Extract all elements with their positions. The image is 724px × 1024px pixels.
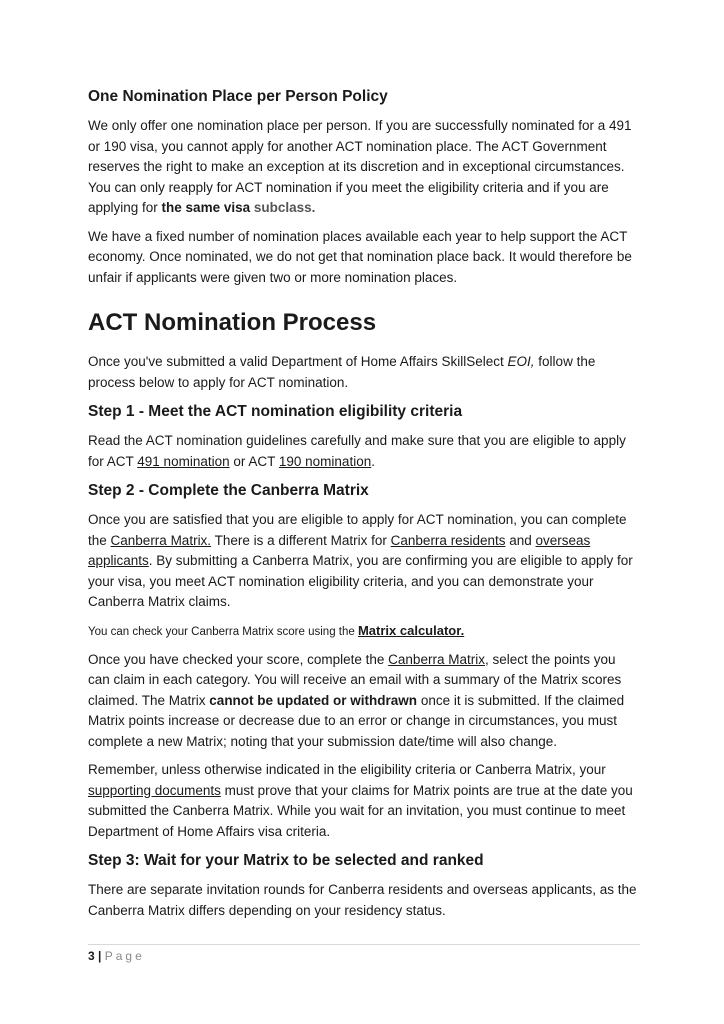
step2-p4-a: Remember, unless otherwise indicated in the eligibility criteria or Canberra Matrix, your [88, 762, 606, 777]
policy-paragraph-1 [88, 116, 640, 219]
page-number: 3 [88, 949, 95, 963]
step2-paragraph-3 [88, 650, 640, 753]
step2-p2-a: You can check your Canberra Matrix score using the [88, 625, 358, 638]
process-intro [88, 352, 640, 393]
policy-paragraph-2: We have a fixed number of nomination places available each year to help support the ACT economy. Once nominated, we do not get that nomination place back. It would therefore be unfair if applicants were given two or more nomination places. [88, 228, 632, 285]
step3-paragraph: There are separate invitation rounds for Canberra residents and overseas applicants, as the Canberra Matrix differs depending on your residency status. [88, 882, 637, 918]
step2-heading: Step 2 - Complete the Canberra Matrix [88, 482, 369, 499]
step2-paragraph-4 [88, 760, 640, 842]
link-canberra-matrix[interactable]: Canberra Matrix. [110, 532, 212, 548]
step2-p4-b: must prove that your claims for Matrix points are true at the date you submitted the Canberra Matrix. While you wait for an invitation, you must continue to meet Department of Home Affairs visa criteria. [88, 782, 633, 839]
step3-heading: Step 3: Wait for your Matrix to be selected and ranked [88, 852, 484, 869]
process-intro-a: Once you've submitted a valid Department of Home Affairs SkillSelect [88, 354, 508, 369]
document-page [88, 86, 640, 929]
page-word: Page [104, 949, 145, 963]
step2-p1-a: Once you are satisfied that you are eligible to apply for ACT nomination, you can complete the [88, 512, 627, 548]
step2-p3-bold: cannot be updated or withdrawn [209, 692, 418, 708]
policy-p1-text: We only offer one nomination place per person. If you are successfully nominated for a 491 or 190 visa, you cannot apply for another ACT nomination place. The ACT Government reserves the right to make an exception at its discretion and in exceptional circumstances. You can only reapply for ACT nomination if you meet the eligibility criteria and if you are applying for [88, 118, 632, 215]
link-supporting-documents[interactable]: supporting documents [88, 782, 221, 798]
policy-p1-subclass: subclass. [250, 200, 316, 215]
step1-text-b: or ACT [229, 453, 279, 469]
link-overseas-applicants[interactable]: overseas applicants [88, 532, 591, 568]
process-intro-eoi: EOI, [507, 354, 535, 369]
step1-text-a: Read the ACT nomination guidelines carefully and make sure that you are eligible to apply for ACT [88, 433, 626, 469]
step2-p1-c: and [505, 532, 536, 548]
step2-p3-b: , select the points you can claim in each category. You will receive an email with a summary of the Matrix scores claimed. The Matrix [88, 651, 622, 708]
link-canberra-matrix-2[interactable]: Canberra Matrix [388, 651, 485, 667]
policy-heading: One Nomination Place per Person Policy [88, 88, 388, 105]
step2-p1-b: There is a different Matrix for [211, 532, 391, 548]
step2-p3-c: once it is submitted. If the claimed Matrix points increase or decrease due to an error or change in circumstances, you must complete a new Matrix; noting that your submission date/time will also change. [88, 692, 625, 749]
step2-p3-a: Once you have checked your score, complete the [88, 651, 389, 667]
step2-paragraph-1 [88, 510, 640, 613]
link-matrix-calculator[interactable]: Matrix calculator. [357, 622, 465, 638]
step2-p1-d: . By submitting a Canberra Matrix, you are confirming you are eligible to apply for your visa, you meet ACT nomination eligibility criteria, and you can demonstrate your Canberra Matrix claims. [88, 553, 633, 609]
link-190-nomination[interactable]: 190 nomination [278, 453, 372, 469]
page-separator: | [98, 949, 102, 963]
policy-p1-bold: the same visa [161, 200, 251, 215]
page-footer [88, 944, 640, 963]
link-canberra-residents[interactable]: Canberra residents [390, 532, 506, 548]
process-heading: ACT Nomination Process [88, 309, 377, 336]
link-491-nomination[interactable]: 491 nomination [137, 453, 230, 469]
step1-paragraph [88, 431, 640, 472]
step1-heading: Step 1 - Meet the ACT nomination eligibility criteria [88, 403, 463, 420]
step2-paragraph-2 [88, 621, 640, 642]
step1-text-c: . [371, 453, 375, 469]
process-intro-b: follow the process below to apply for ACT nomination. [88, 354, 596, 390]
